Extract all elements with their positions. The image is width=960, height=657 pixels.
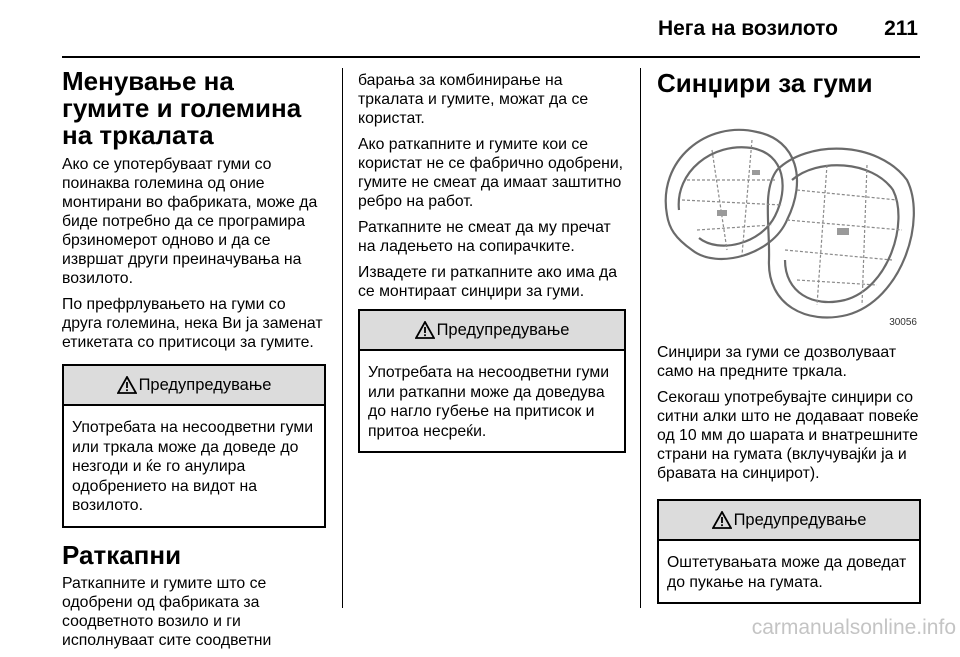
warning-box — [358, 309, 626, 453]
paragraph: По префрлувањето на гуми со друга големина, нека Ви ја заменат етикетата со притисоци за гумите. — [62, 296, 323, 351]
warning-box — [657, 499, 921, 604]
column-3-text — [657, 343, 921, 604]
paragraph: Раткапните и гумите што се одобрени од фабриката за соодветното возило и ги исполнуваат сите соодветни — [62, 574, 272, 649]
tire-chain-drawing — [657, 110, 921, 332]
warning-body: Употребата на несоодветни гуми или раткапни може да доведува до нагло губење на притисок и притоа несреќи. — [368, 364, 610, 440]
paragraph: Синџири за гуми се дозволуваат само на предните тркала. — [657, 344, 897, 380]
warning-body: Употребата на несоодветни гуми или тркала може да доведе до незгоди и ќе го анулира одобрението на видот на возилото. — [72, 419, 314, 514]
column-2 — [358, 71, 626, 453]
warning-box — [62, 364, 326, 528]
warning-title: Предупредување — [733, 510, 867, 529]
warning-icon — [712, 511, 732, 529]
column-divider — [640, 68, 641, 608]
warning-title: Предупредување — [436, 320, 570, 339]
column-divider — [342, 68, 343, 608]
warning-header — [64, 366, 324, 406]
section-heading: Синџири за гуми — [657, 68, 873, 98]
warning-icon — [415, 321, 435, 339]
paragraph: Ако се употербуваат гуми со поинаква големина од оние монтирани во фабриката, може да биде потребно да се програмира брзиномерот одново и да се извршат други преиначувања на возилото. — [62, 156, 318, 287]
column-3 — [657, 68, 921, 98]
page-number: 211 — [884, 17, 918, 40]
column-1 — [62, 68, 326, 657]
warning-icon — [117, 376, 137, 394]
section-heading: Раткапни — [62, 539, 182, 570]
watermark: carmanualsonline.info — [751, 616, 956, 639]
header-divider — [62, 56, 920, 58]
paragraph: Извадете ги раткапните ако има да се монтираат синџири за гуми. — [358, 264, 618, 300]
figure-id: 30056 — [889, 317, 917, 328]
warning-body: Оштетувањата може да доведат до пукање на гумата. — [667, 554, 907, 591]
page-header — [0, 0, 960, 58]
paragraph: Ако раткапните и гумите кои се користат не се фабрично одобрени, гумите не смеат да имаат заштитно ребро на работ. — [358, 136, 624, 210]
snow-chains-illustration — [657, 110, 921, 332]
paragraph: Раткапните не смеат да му пречат на ладењето на сопирачките. — [358, 219, 611, 255]
paragraph: Секогаш употребувајте синџири со ситни алки што не додаваат повеќе од 10 мм до шарата и внатрешните страни на гумата (вклучувајќи ја и бравата на синџирот). — [657, 389, 919, 482]
warning-header — [360, 311, 624, 351]
warning-title: Предупредување — [138, 375, 272, 394]
paragraph: барања за комбинирање на тркалата и гумите, можат да се користат. — [358, 72, 589, 127]
chapter-title: Нега на возилото — [657, 17, 838, 40]
section-heading: Менување на гумите и големина на тркалата — [62, 66, 302, 150]
warning-header — [659, 501, 919, 541]
